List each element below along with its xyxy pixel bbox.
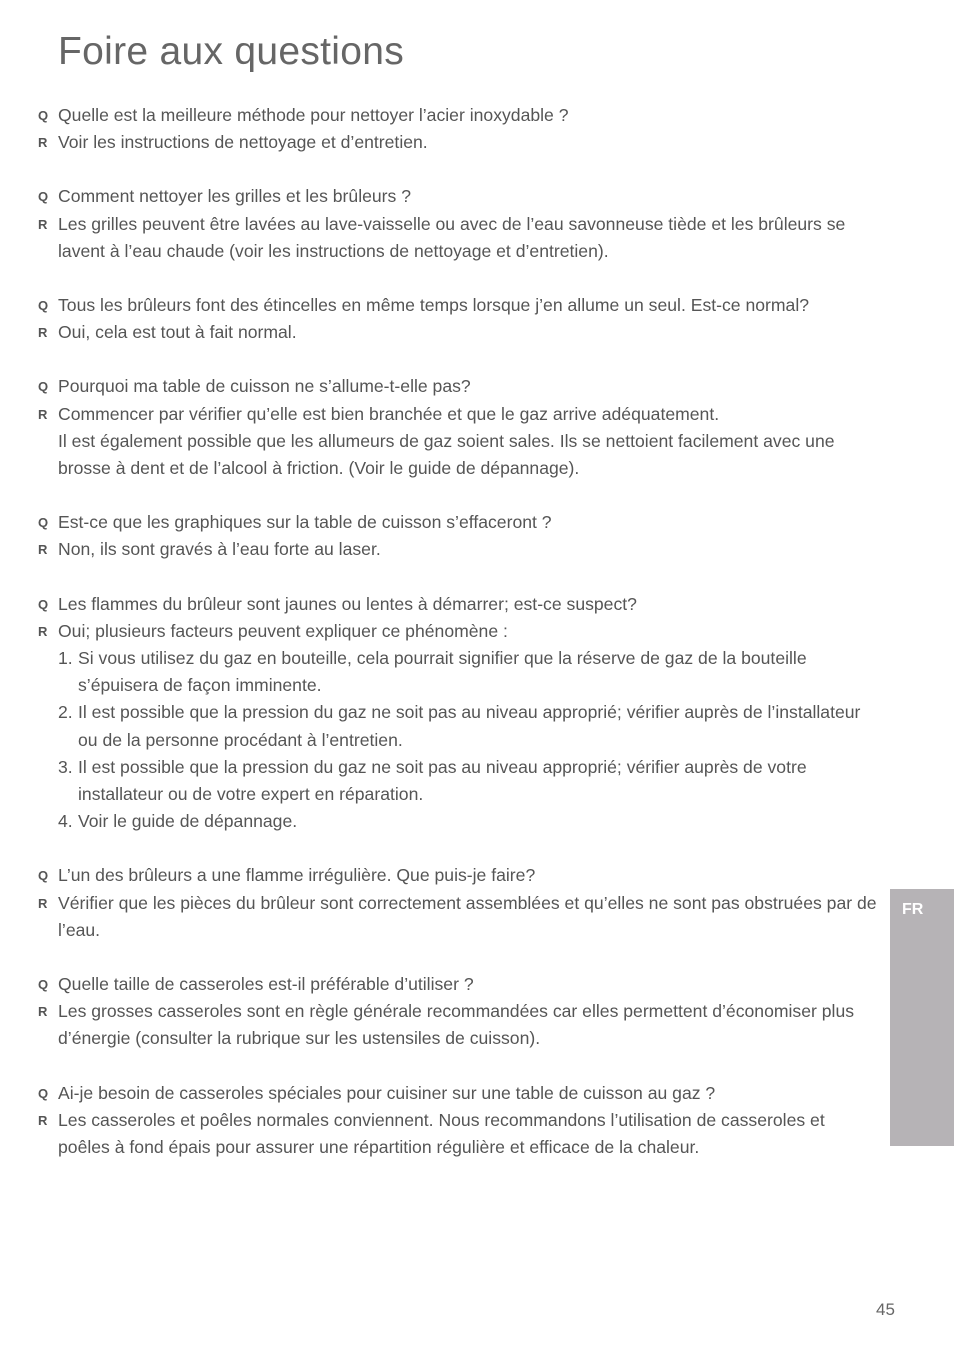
- answer-text: Les grilles peuvent être lavées au lave-vaisselle ou avec de l’eau savonneuse tiède et les brûleurs se lavent à l’eau chaude (voir les instructions de nettoyage et d’entretien).: [58, 213, 846, 261]
- answer-marker: R: [38, 895, 48, 911]
- faq-item: [38, 292, 880, 346]
- question-text: Est-ce que les graphiques sur la table de cuisson s’effaceront ?: [58, 512, 552, 533]
- numbered-list: [38, 645, 880, 835]
- list-number: 1.: [58, 648, 73, 669]
- list-text: Il est possible que la pression du gaz ne soit pas au niveau approprié; vérifier auprès de l’installateur ou de la personne procédant à l’entretien.: [78, 702, 861, 750]
- language-tab-label: FR: [902, 901, 924, 918]
- question-text: Les flammes du brûleur sont jaunes ou lentes à démarrer; est-ce suspect?: [58, 593, 637, 614]
- answer: [38, 1107, 880, 1161]
- answer-marker: R: [38, 1112, 48, 1128]
- question-text: Comment nettoyer les grilles et les brûleurs ?: [58, 186, 412, 207]
- list-number: 4.: [58, 811, 73, 832]
- question: [38, 183, 880, 210]
- answer-text: Vérifier que les pièces du brûleur sont correctement assemblées et qu’elles ne sont pas obstruées par de l’eau.: [58, 892, 877, 940]
- question-marker: Q: [38, 189, 49, 205]
- answer-text: Les grosses casseroles sont en règle générale recommandées car elles permettent d’économiser plus d’énergie (consulter la rubrique sur les ustensiles de cuisson).: [58, 1001, 855, 1049]
- faq-item: [38, 971, 880, 1053]
- question-text: Tous les brûleurs font des étincelles en même temps lorsque j’en allume un seul. Est-ce normal?: [58, 295, 810, 316]
- answer-marker: R: [38, 216, 48, 232]
- list-item: [58, 699, 880, 753]
- page-number: 45: [876, 1300, 895, 1319]
- answer-text: Commencer par vérifier qu’elle est bien branchée et que le gaz arrive adéquatement.: [58, 403, 720, 424]
- question: [38, 292, 880, 319]
- list-text: Voir le guide de dépannage.: [78, 811, 298, 832]
- faq-item: [38, 862, 880, 944]
- answer-marker: R: [38, 325, 48, 341]
- answer-text: Voir les instructions de nettoyage et d’entretien.: [58, 132, 428, 153]
- question-text: L’un des brûleurs a une flamme irrégulière. Que puis-je faire?: [58, 865, 536, 886]
- question: [38, 862, 880, 889]
- answer: [38, 129, 880, 156]
- answer: [38, 211, 880, 265]
- faq-item: [38, 373, 880, 482]
- question-text: Pourquoi ma table de cuisson ne s’allume-t-elle pas?: [58, 376, 471, 397]
- question: [38, 1080, 880, 1107]
- list-number: 2.: [58, 702, 73, 723]
- question-marker: Q: [38, 868, 49, 884]
- question-text: Quelle est la meilleure méthode pour nettoyer l’acier inoxydable ?: [58, 105, 569, 125]
- answer: [38, 401, 880, 483]
- question: [38, 102, 880, 129]
- faq-item: [38, 183, 880, 265]
- answer-marker: R: [38, 406, 48, 422]
- language-tab: [890, 889, 954, 1146]
- answer-text: Oui, cela est tout à fait normal.: [58, 322, 297, 343]
- answer: [38, 998, 880, 1052]
- list-text: Il est possible que la pression du gaz ne soit pas au niveau approprié; vérifier auprès de votre installateur ou de votre expert en réparation.: [78, 756, 807, 805]
- question: [38, 591, 880, 618]
- answer: [38, 536, 880, 563]
- question: [38, 509, 880, 536]
- answer: [38, 319, 880, 346]
- answer-marker: R: [38, 623, 48, 639]
- answer-text: Oui; plusieurs facteurs peuvent expliquer ce phénomène :: [58, 620, 508, 641]
- list-number: 3.: [58, 756, 73, 777]
- faq-item: [38, 102, 880, 156]
- list-item: [58, 754, 880, 808]
- answer-text: Il est également possible que les allumeurs de gaz soient sales. Ils se nettoient facilement avec une brosse à dent et de l’alcool à friction. (Voir le guide de dépannage).: [58, 430, 835, 479]
- list-item: [58, 808, 880, 835]
- answer-marker: R: [38, 542, 48, 558]
- page-title: Foire aux questions: [58, 30, 405, 73]
- question-text: Ai-je besoin de casseroles spéciales pour cuisiner sur une table de cuisson au gaz ?: [58, 1082, 716, 1103]
- answer: [38, 890, 880, 944]
- faq-list: [38, 102, 880, 1188]
- answer-marker: R: [38, 135, 48, 151]
- answer-text: Non, ils sont gravés à l’eau forte au laser.: [58, 539, 381, 560]
- question-marker: Q: [38, 1085, 49, 1101]
- question-text: Quelle taille de casseroles est-il préférable d’utiliser ?: [58, 974, 474, 995]
- question-marker: Q: [38, 298, 49, 314]
- question-marker: Q: [38, 379, 49, 395]
- faq-item: [38, 509, 880, 563]
- question-marker: Q: [38, 977, 49, 993]
- faq-item: [38, 591, 880, 836]
- list-text: Si vous utilisez du gaz en bouteille, cela pourrait signifier que la réserve de gaz de la bouteille s’épuisera de façon imminente.: [78, 648, 807, 696]
- question-marker: Q: [38, 515, 49, 531]
- list-item: [58, 645, 880, 699]
- question-marker: Q: [38, 108, 49, 123]
- question-marker: Q: [38, 596, 49, 612]
- answer-text: Les casseroles et poêles normales conviennent. Nous recommandons l’utilisation de casseroles et poêles à fond épais pour assurer une répartition régulière et efficace de la chaleur.: [58, 1109, 825, 1158]
- question: [38, 373, 880, 400]
- question: [38, 971, 880, 998]
- answer: [38, 618, 880, 645]
- faq-item: [38, 1080, 880, 1162]
- answer-marker: R: [38, 1004, 48, 1020]
